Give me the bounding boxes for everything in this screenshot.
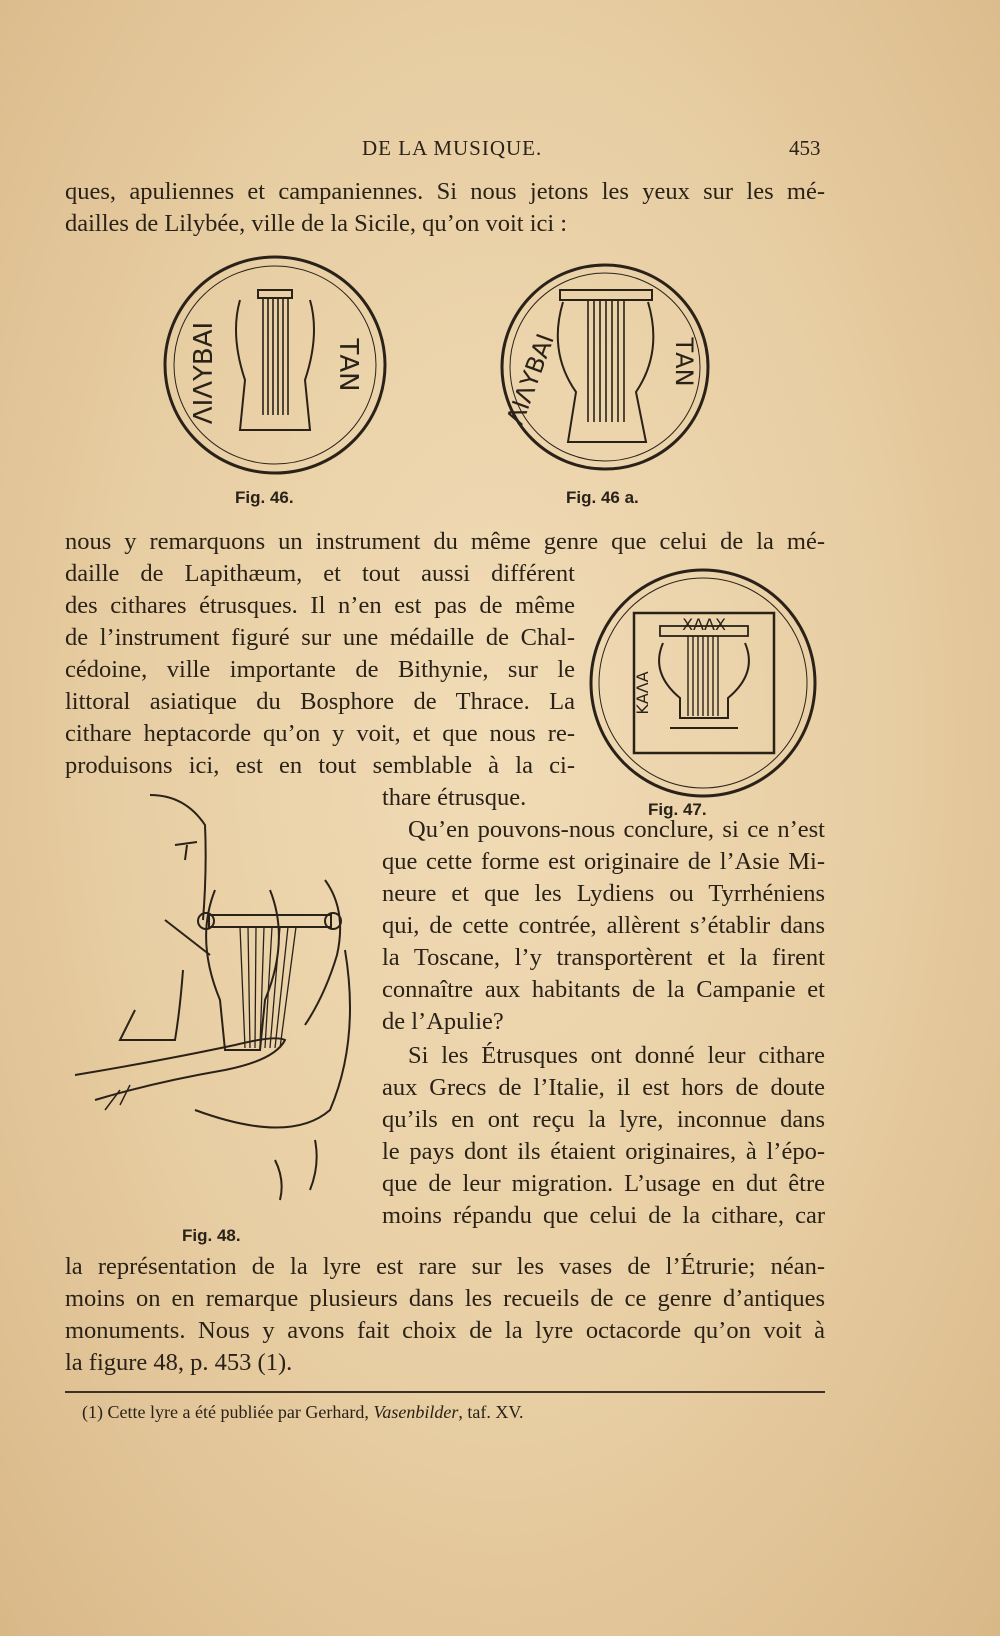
text-line: thare étrusque. bbox=[382, 784, 527, 811]
text-line: connaître aux habitants de la Campanie et bbox=[382, 976, 825, 1003]
coin-legend: ΧΑΛΧ bbox=[682, 615, 726, 634]
text-line: de l’Apulie? bbox=[382, 1008, 504, 1035]
figure-caption: Fig. 46 a. bbox=[566, 488, 639, 507]
coin-legend: ΛΙΛΥΒΑΙ bbox=[189, 321, 219, 425]
running-header: DE LA MUSIQUE. bbox=[362, 136, 543, 160]
coin-legend: ΛΙΛΥΒΑΙ bbox=[501, 330, 560, 429]
figure-caption: Fig. 48. bbox=[182, 1226, 241, 1245]
text-line: Qu’en pouvons-nous conclure, si ce n’est bbox=[408, 816, 825, 843]
text-line: la représentation de la lyre est rare sur les vases de l’Étrurie; néan- bbox=[65, 1253, 825, 1280]
coin-legend: ΚΑΛΑ bbox=[633, 671, 652, 715]
lyre-fig48-illustration bbox=[75, 790, 375, 1210]
footnote-marker: (1) bbox=[82, 1402, 103, 1422]
coin-legend: ΤΑΝ bbox=[670, 337, 698, 387]
figure-caption: Fig. 46. bbox=[235, 488, 294, 507]
figure-caption: Fig. 47. bbox=[648, 800, 707, 819]
text-line: Si les Étrusques ont donné leur cithare bbox=[408, 1042, 825, 1069]
text-line: le pays dont ils étaient originaires, à l’épo- bbox=[382, 1138, 825, 1165]
coin-legend: ΤΑΝ bbox=[333, 338, 363, 392]
text-line: aux Grecs de l’Italie, il est hors de doute bbox=[382, 1074, 825, 1101]
footnote bbox=[82, 1402, 524, 1423]
coin-fig46a-illustration bbox=[498, 262, 713, 472]
text-line: neure et que les Lydiens ou Tyrrhéniens bbox=[382, 880, 825, 907]
text-line: de l’instrument figuré sur une médaille de Chal- bbox=[65, 624, 575, 651]
footnote-rule bbox=[65, 1391, 825, 1393]
text-line: cithare heptacorde qu’on y voit, et que nous re- bbox=[65, 720, 575, 747]
coin-fig46-illustration bbox=[160, 255, 390, 475]
footnote-work-title: Vasenbilder bbox=[373, 1402, 459, 1422]
footnote-tail: , taf. XV. bbox=[458, 1402, 524, 1422]
text-line: la Toscane, l’y transportèrent et la firent bbox=[382, 944, 825, 971]
text-line: littoral asiatique du Bosphore de Thrace. La bbox=[65, 688, 575, 715]
text-line: monuments. Nous y avons fait choix de la lyre octacorde qu’on voit à bbox=[65, 1317, 825, 1344]
text-line: que de leur migration. L’usage en dut être bbox=[382, 1170, 825, 1197]
text-line: dailles de Lilybée, ville de la Sicile, qu’on voit ici : bbox=[65, 210, 568, 237]
text-line: nous y remarquons un instrument du même genre que celui de la mé- bbox=[65, 528, 825, 555]
coin-fig47-illustration bbox=[588, 568, 818, 800]
text-line: la figure 48, p. 453 (1). bbox=[65, 1349, 293, 1376]
page-number: 453 bbox=[789, 136, 821, 160]
text-line: daille de Lapithæum, et tout aussi différent bbox=[65, 560, 575, 587]
text-line: cédoine, ville importante de Bithynie, sur le bbox=[65, 656, 575, 683]
text-line: moins on en remarque plusieurs dans les recueils de ce genre d’antiques bbox=[65, 1285, 825, 1312]
text-line: qui, de cette contrée, allèrent s’établir dans bbox=[382, 912, 825, 939]
text-line: que cette forme est originaire de l’Asie Mi- bbox=[382, 848, 825, 875]
text-line: produisons ici, est en tout semblable à la ci- bbox=[65, 752, 575, 779]
text-line: des cithares étrusques. Il n’en est pas de même bbox=[65, 592, 575, 619]
footnote-text: Cette lyre a été publiée par Gerhard, bbox=[103, 1402, 374, 1422]
text-line: moins répandu que celui de la cithare, car bbox=[382, 1202, 825, 1229]
text-line: ques, apuliennes et campaniennes. Si nous jetons les yeux sur les mé- bbox=[65, 178, 825, 205]
text-line: qu’ils en ont reçu la lyre, inconnue dans bbox=[382, 1106, 825, 1133]
